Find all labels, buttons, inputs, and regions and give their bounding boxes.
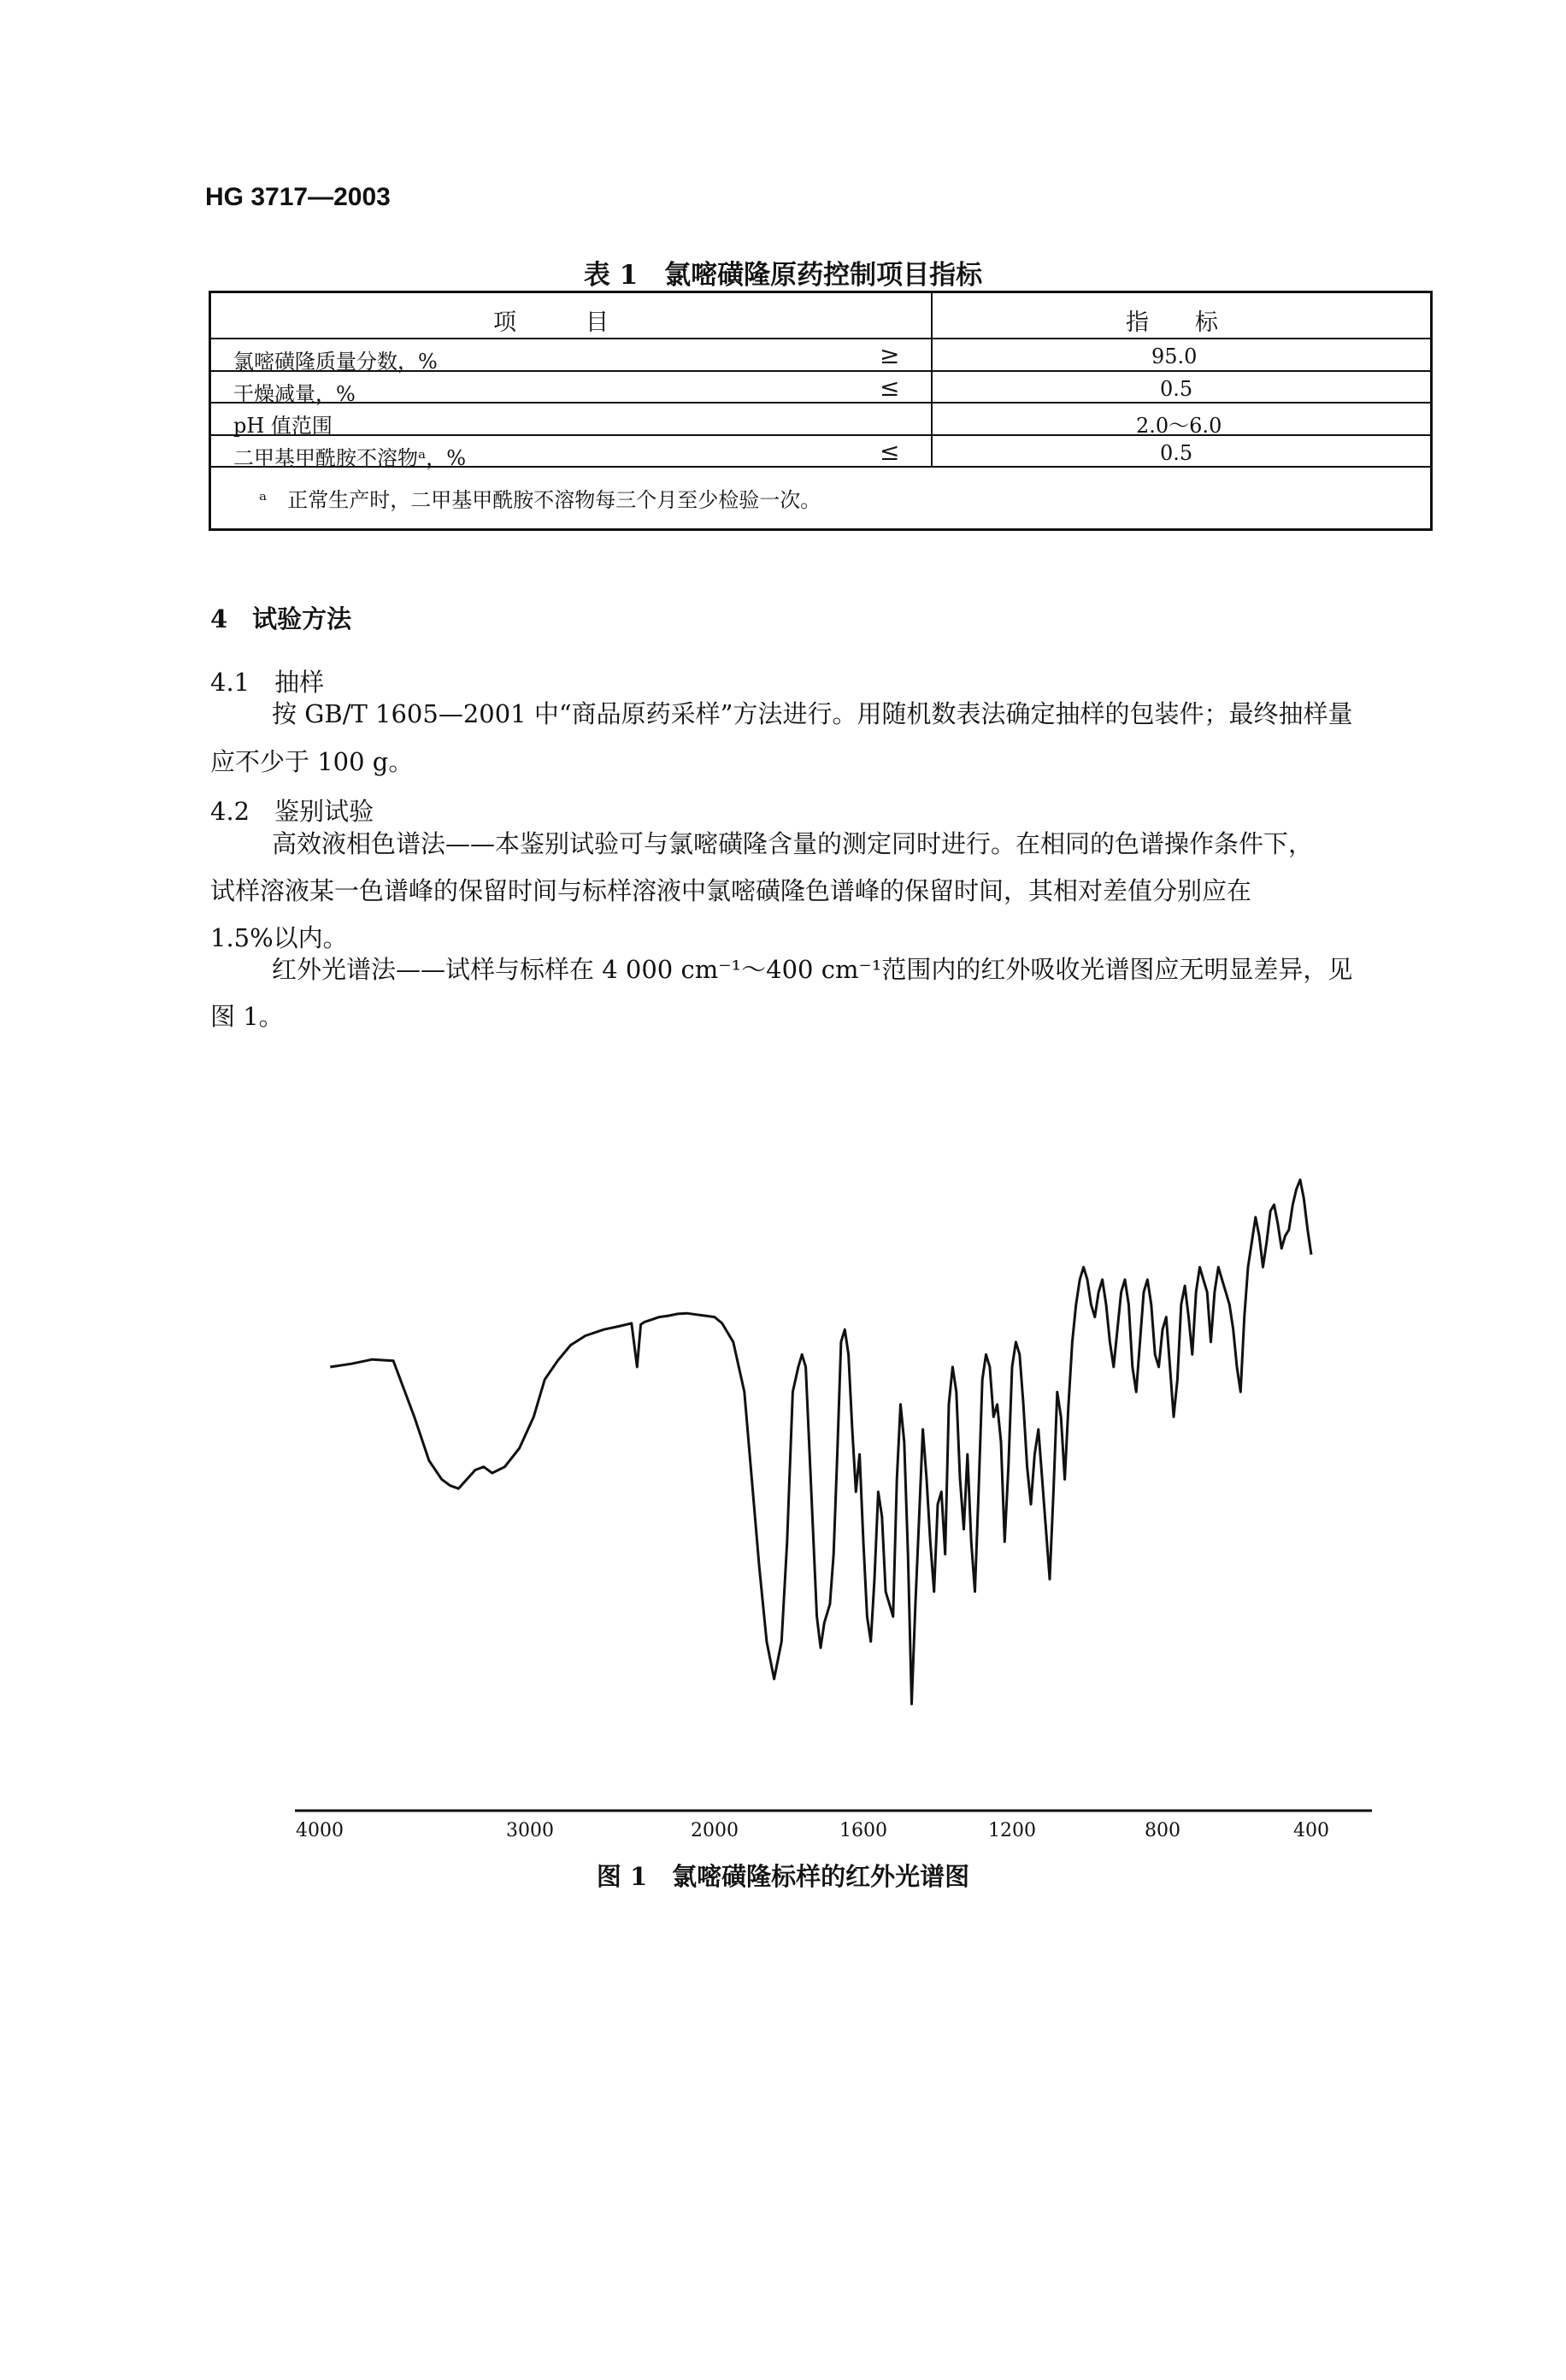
x-tick-label: 1600 bbox=[839, 1820, 887, 1841]
section-4-2-text: 图 1。 bbox=[210, 1002, 284, 1031]
col-header-item: 项 目 bbox=[493, 309, 609, 336]
section-4-heading: 4 试验方法 bbox=[210, 604, 352, 633]
table-row-value: 95.0 bbox=[1151, 345, 1198, 368]
section-4-2-text: 红外光谱法——试样与标样在 4 000 cm⁻¹～400 cm⁻¹范围内的红外吸收光谱图应无明显差异，见 bbox=[272, 955, 1353, 984]
table-row-item: pH 值范围 bbox=[233, 414, 333, 438]
table-row-value: 2.0～6.0 bbox=[1136, 414, 1222, 438]
col-header-spec: 指 标 bbox=[1126, 309, 1218, 336]
spectrum-series-line bbox=[330, 1180, 1311, 1704]
x-tick-label: 800 bbox=[1145, 1820, 1180, 1841]
table-row-value: 0.5 bbox=[1160, 441, 1193, 465]
table-row-item: 二甲基甲酰胺不溶物ᵃ，% bbox=[233, 446, 467, 470]
x-tick-label: 1200 bbox=[988, 1820, 1036, 1841]
figure-caption: 图 1 氯嘧磺隆标样的红外光谱图 bbox=[596, 1862, 970, 1891]
table-title: 表 1 氯嘧磺隆原药控制项目指标 bbox=[583, 260, 983, 291]
section-4-2-text: 试样溶液某一色谱峰的保留时间与标样溶液中氯嘧磺隆色谱峰的保留时间，其相对差值分别应在 bbox=[210, 876, 1252, 905]
table-row-item: 干燥减量，% bbox=[233, 382, 356, 406]
table-row-op: ≥ bbox=[880, 341, 900, 369]
x-tick-label: 4000 bbox=[296, 1820, 344, 1841]
x-tick-label: 400 bbox=[1293, 1820, 1329, 1841]
x-tick-label: 2000 bbox=[691, 1820, 739, 1841]
table-footnote: ᵃ 正常生产时，二甲基甲酰胺不溶物每三个月至少检验一次。 bbox=[259, 488, 821, 512]
table-row-op: ≤ bbox=[880, 374, 900, 402]
document-code: HG 3717—2003 bbox=[205, 183, 391, 211]
section-4-2-heading: 4.2 鉴别试验 bbox=[210, 797, 374, 826]
table-row-value: 0.5 bbox=[1160, 377, 1193, 401]
section-4-2-text: 高效液相色谱法——本鉴别试验可与氯嘧磺隆含量的测定同时进行。在相同的色谱操作条件下， bbox=[272, 829, 1314, 858]
x-tick-label: 3000 bbox=[506, 1820, 554, 1841]
table-row-item: 氯嘧磺隆质量分数，% bbox=[233, 350, 438, 374]
section-4-1-heading: 4.1 抽样 bbox=[210, 668, 325, 697]
section-4-1-text: 按 GB/T 1605—2001 中“商品原药采样”方法进行。用随机数表法确定抽样的包装件；最终抽样量 bbox=[272, 699, 1353, 728]
section-4-1-text: 应不少于 100 g。 bbox=[210, 747, 414, 776]
table-row-op: ≤ bbox=[880, 438, 900, 466]
section-4-2-text: 1.5%以内。 bbox=[210, 923, 348, 952]
